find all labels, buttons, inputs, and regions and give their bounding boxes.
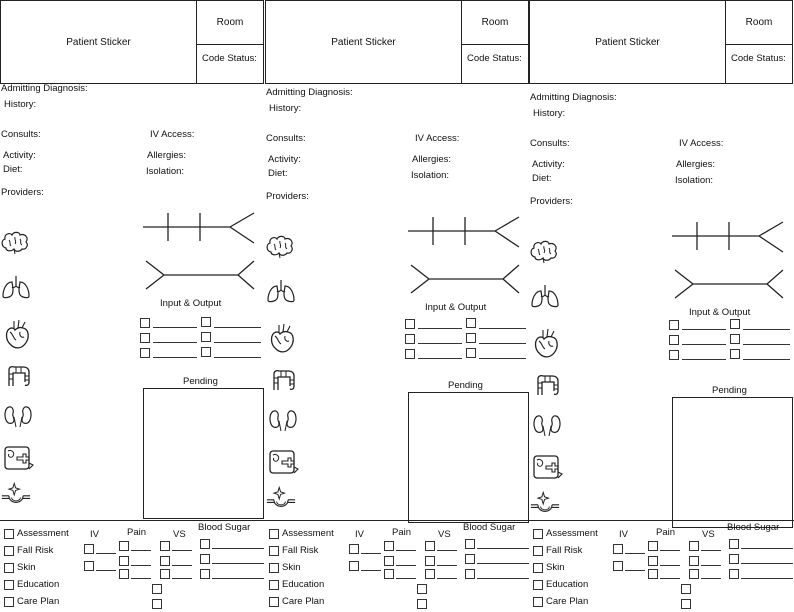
intake-entry-line[interactable]: [153, 342, 197, 343]
iv-entry-line[interactable]: [361, 570, 381, 571]
pending-box[interactable]: [408, 392, 529, 523]
checklist-label: Assessment: [17, 528, 69, 539]
vs-header: VS: [438, 529, 451, 540]
io-title: Input & Output: [689, 307, 751, 318]
heart-icon: [532, 327, 562, 359]
patient-sticker-box: [0, 0, 197, 84]
iv-access-label: IV Access:: [415, 133, 460, 144]
iv-access-label: IV Access:: [150, 129, 195, 140]
pain-checkbox[interactable]: [648, 569, 658, 579]
iv-header: IV: [355, 529, 364, 540]
pain-checkbox[interactable]: [119, 556, 129, 566]
pending-title: Pending: [183, 376, 218, 387]
history-label: History:: [4, 99, 37, 110]
checklist-checkbox[interactable]: [269, 563, 279, 573]
kidneys-icon: [532, 412, 562, 438]
checklist-checkbox[interactable]: [269, 597, 279, 607]
room-label: Room: [216, 17, 244, 28]
intestines-icon: [3, 364, 33, 390]
output-checkbox[interactable]: [730, 334, 740, 344]
vs-extra-checkbox[interactable]: [417, 584, 427, 594]
blood-sugar-checkbox[interactable]: [465, 569, 475, 579]
pain-checkbox[interactable]: [648, 556, 658, 566]
iv-entry-line[interactable]: [625, 553, 645, 554]
vs-entry-line[interactable]: [172, 565, 192, 566]
intake-entry-line[interactable]: [418, 343, 462, 344]
lungs-icon: [530, 283, 560, 309]
heart-icon: [3, 318, 33, 350]
blood-sugar-header: Blood Sugar: [198, 522, 251, 533]
isolation-label: Isolation:: [675, 175, 714, 186]
admitting-diagnosis-label: Admitting Diagnosis:: [266, 87, 353, 98]
intake-entry-line[interactable]: [418, 358, 462, 359]
output-entry-line[interactable]: [214, 342, 261, 343]
intake-checkbox[interactable]: [669, 335, 679, 345]
lungs-icon: [1, 274, 31, 300]
output-checkbox[interactable]: [466, 318, 476, 328]
pain-entry-line[interactable]: [396, 550, 416, 551]
iv-checkbox[interactable]: [84, 544, 94, 554]
allergies-label: Allergies:: [147, 150, 187, 161]
iv-entry-line[interactable]: [96, 553, 116, 554]
pending-title: Pending: [712, 385, 747, 396]
pending-box[interactable]: [143, 388, 264, 519]
activity-label: Activity:: [532, 159, 565, 170]
checklist-checkbox[interactable]: [4, 563, 14, 573]
kidneys-icon: [268, 407, 298, 433]
output-entry-line[interactable]: [743, 344, 790, 345]
pain-checkbox[interactable]: [384, 569, 394, 579]
checklist-checkbox[interactable]: [4, 580, 14, 590]
iv-entry-line[interactable]: [361, 553, 381, 554]
history-label: History:: [269, 103, 302, 114]
checklist-label: Care Plan: [17, 596, 60, 607]
room-label: Room: [481, 17, 509, 28]
output-entry-line[interactable]: [214, 327, 261, 328]
consults-label: Consults:: [266, 133, 306, 144]
blood-sugar-checkbox[interactable]: [200, 539, 210, 549]
pain-entry-line[interactable]: [396, 578, 416, 579]
pain-entry-line[interactable]: [660, 550, 680, 551]
output-checkbox[interactable]: [730, 349, 740, 359]
vs-checkbox[interactable]: [689, 569, 699, 579]
lab-fishbone-diagram: [405, 209, 529, 253]
patient-sticker-label: Patient Sticker: [331, 36, 396, 48]
pain-checkbox[interactable]: [648, 541, 658, 551]
iv-checkbox[interactable]: [349, 561, 359, 571]
output-entry-line[interactable]: [479, 358, 526, 359]
checklist-label: Assessment: [546, 528, 598, 539]
lab-fishbone-diagram: [140, 205, 264, 249]
code-status-label: Code Status:: [202, 53, 257, 64]
output-entry-line[interactable]: [743, 329, 790, 330]
output-checkbox[interactable]: [201, 332, 211, 342]
io-title: Input & Output: [425, 302, 487, 313]
consults-label: Consults:: [530, 138, 570, 149]
output-checkbox[interactable]: [466, 333, 476, 343]
vs-entry-line[interactable]: [437, 550, 457, 551]
vs-entry-line[interactable]: [437, 578, 457, 579]
skin-icon: [530, 489, 560, 517]
pain-checkbox[interactable]: [384, 541, 394, 551]
providers-label: Providers:: [1, 187, 44, 198]
code-status-box: [725, 44, 793, 84]
output-checkbox[interactable]: [201, 317, 211, 327]
vs-entry-line[interactable]: [172, 550, 192, 551]
blood-sugar-checkbox[interactable]: [729, 554, 739, 564]
blood-sugar-entry-line[interactable]: [477, 548, 529, 549]
iv-checkbox[interactable]: [613, 561, 623, 571]
blood-sugar-entry-line[interactable]: [477, 563, 529, 564]
diet-label: Diet:: [3, 164, 23, 175]
vs-entry-line[interactable]: [701, 578, 721, 579]
checklist-label: Skin: [282, 562, 301, 573]
blood-sugar-checkbox[interactable]: [729, 539, 739, 549]
output-checkbox[interactable]: [201, 347, 211, 357]
intake-checkbox[interactable]: [669, 320, 679, 330]
vs-extra-checkbox[interactable]: [681, 584, 691, 594]
blood-sugar-entry-line[interactable]: [741, 548, 793, 549]
vs-entry-line[interactable]: [701, 565, 721, 566]
activity-label: Activity:: [268, 154, 301, 165]
heart-icon: [268, 322, 298, 354]
vs-checkbox[interactable]: [160, 556, 170, 566]
vs-checkbox[interactable]: [425, 541, 435, 551]
checklist-checkbox[interactable]: [269, 546, 279, 556]
pain-entry-line[interactable]: [131, 578, 151, 579]
bandage-icon: [268, 447, 298, 477]
room-label: Room: [745, 17, 773, 28]
checklist-checkbox[interactable]: [269, 580, 279, 590]
checklist-label: Education: [282, 579, 325, 590]
intestines-icon: [532, 373, 562, 399]
pain-entry-line[interactable]: [131, 565, 151, 566]
vs-extra-checkbox[interactable]: [417, 599, 427, 609]
blood-sugar-checkbox[interactable]: [465, 554, 475, 564]
checklist-label: Assessment: [282, 528, 334, 539]
iv-header: IV: [90, 529, 99, 540]
pain-header: Pain: [392, 527, 412, 538]
checklist-label: Care Plan: [282, 596, 325, 607]
intake-entry-line[interactable]: [153, 357, 197, 358]
blood-sugar-checkbox[interactable]: [200, 554, 210, 564]
isolation-label: Isolation:: [146, 166, 185, 177]
vs-extra-checkbox[interactable]: [152, 599, 162, 609]
checklist-checkbox[interactable]: [269, 529, 279, 539]
output-checkbox[interactable]: [730, 319, 740, 329]
pain-entry-line[interactable]: [131, 550, 151, 551]
patient-sticker-label: Patient Sticker: [595, 36, 660, 48]
vs-extra-checkbox[interactable]: [152, 584, 162, 594]
intake-entry-line[interactable]: [682, 329, 726, 330]
code-status-label: Code Status:: [731, 53, 786, 64]
intake-checkbox[interactable]: [669, 350, 679, 360]
vs-header: VS: [173, 529, 186, 540]
vs-checkbox[interactable]: [160, 569, 170, 579]
allergies-label: Allergies:: [676, 159, 716, 170]
diet-label: Diet:: [268, 168, 288, 179]
intestines-icon: [268, 368, 298, 394]
blood-sugar-entry-line[interactable]: [212, 548, 264, 549]
intake-entry-line[interactable]: [682, 344, 726, 345]
intake-checkbox[interactable]: [140, 348, 150, 358]
vs-checkbox[interactable]: [425, 569, 435, 579]
blood-sugar-header: Blood Sugar: [727, 522, 780, 533]
code-status-box: [196, 44, 264, 84]
blood-sugar-entry-line[interactable]: [212, 563, 264, 564]
blood-sugar-entry-line[interactable]: [477, 578, 529, 579]
patient-sticker-box: [265, 0, 462, 84]
room-box: [725, 0, 793, 45]
footer-divider: [0, 520, 794, 521]
room-box: [196, 0, 264, 45]
iv-checkbox[interactable]: [84, 561, 94, 571]
code-status-box: [461, 44, 529, 84]
pain-checkbox[interactable]: [119, 541, 129, 551]
iv-entry-line[interactable]: [625, 570, 645, 571]
checklist-label: Fall Risk: [282, 545, 319, 556]
blood-sugar-checkbox[interactable]: [200, 569, 210, 579]
intake-checkbox[interactable]: [140, 333, 150, 343]
intake-checkbox[interactable]: [405, 334, 415, 344]
iv-checkbox[interactable]: [349, 544, 359, 554]
checklist-checkbox[interactable]: [533, 563, 543, 573]
iv-header: IV: [619, 529, 628, 540]
output-entry-line[interactable]: [743, 359, 790, 360]
admitting-diagnosis-label: Admitting Diagnosis:: [1, 83, 88, 94]
vs-extra-checkbox[interactable]: [681, 599, 691, 609]
intake-entry-line[interactable]: [682, 359, 726, 360]
output-entry-line[interactable]: [479, 328, 526, 329]
checklist-label: Care Plan: [546, 596, 589, 607]
pain-checkbox[interactable]: [384, 556, 394, 566]
intake-entry-line[interactable]: [418, 328, 462, 329]
intake-checkbox[interactable]: [140, 318, 150, 328]
bandage-icon: [3, 443, 33, 473]
blood-sugar-entry-line[interactable]: [741, 563, 793, 564]
checklist-checkbox[interactable]: [4, 597, 14, 607]
checklist-label: Skin: [17, 562, 36, 573]
kidneys-icon: [3, 403, 33, 429]
checklist-label: Fall Risk: [17, 545, 54, 556]
checklist-checkbox[interactable]: [533, 529, 543, 539]
providers-label: Providers:: [530, 196, 573, 207]
intake-checkbox[interactable]: [405, 349, 415, 359]
vs-entry-line[interactable]: [172, 578, 192, 579]
intake-entry-line[interactable]: [153, 327, 197, 328]
output-entry-line[interactable]: [214, 357, 261, 358]
pending-box[interactable]: [672, 397, 793, 528]
brain-icon: [0, 230, 30, 256]
pain-checkbox[interactable]: [119, 569, 129, 579]
diet-label: Diet:: [532, 173, 552, 184]
checklist-label: Skin: [546, 562, 565, 573]
blood-sugar-entry-line[interactable]: [741, 578, 793, 579]
checklist-checkbox[interactable]: [4, 529, 14, 539]
brain-icon: [529, 239, 559, 265]
activity-label: Activity:: [3, 150, 36, 161]
providers-label: Providers:: [266, 191, 309, 202]
brain-icon: [265, 234, 295, 260]
vs-checkbox[interactable]: [689, 541, 699, 551]
vs-checkbox[interactable]: [160, 541, 170, 551]
checklist-label: Education: [546, 579, 589, 590]
allergies-label: Allergies:: [412, 154, 452, 165]
vs-entry-line[interactable]: [701, 550, 721, 551]
blood-sugar-checkbox[interactable]: [465, 539, 475, 549]
iv-checkbox[interactable]: [613, 544, 623, 554]
electrolyte-fishbone-diagram: [405, 261, 529, 297]
pending-title: Pending: [448, 380, 483, 391]
vs-checkbox[interactable]: [689, 556, 699, 566]
iv-entry-line[interactable]: [96, 570, 116, 571]
lungs-icon: [266, 278, 296, 304]
output-entry-line[interactable]: [479, 343, 526, 344]
pain-entry-line[interactable]: [396, 565, 416, 566]
pain-header: Pain: [656, 527, 676, 538]
isolation-label: Isolation:: [411, 170, 450, 181]
output-checkbox[interactable]: [466, 348, 476, 358]
lab-fishbone-diagram: [669, 214, 793, 258]
blood-sugar-checkbox[interactable]: [729, 569, 739, 579]
patient-sticker-label: Patient Sticker: [66, 36, 131, 48]
checklist-label: Fall Risk: [546, 545, 583, 556]
checklist-checkbox[interactable]: [533, 580, 543, 590]
blood-sugar-header: Blood Sugar: [463, 522, 516, 533]
blood-sugar-entry-line[interactable]: [212, 578, 264, 579]
admitting-diagnosis-label: Admitting Diagnosis:: [530, 92, 617, 103]
intake-checkbox[interactable]: [405, 319, 415, 329]
skin-icon: [266, 484, 296, 512]
vs-header: VS: [702, 529, 715, 540]
checklist-checkbox[interactable]: [533, 546, 543, 556]
vs-entry-line[interactable]: [437, 565, 457, 566]
bandage-icon: [532, 452, 562, 482]
electrolyte-fishbone-diagram: [669, 266, 793, 302]
vs-checkbox[interactable]: [425, 556, 435, 566]
patient-sticker-box: [529, 0, 726, 84]
history-label: History:: [533, 108, 566, 119]
checklist-label: Education: [17, 579, 60, 590]
consults-label: Consults:: [1, 129, 41, 140]
skin-icon: [1, 480, 31, 508]
pain-entry-line[interactable]: [660, 565, 680, 566]
iv-access-label: IV Access:: [679, 138, 724, 149]
checklist-checkbox[interactable]: [4, 546, 14, 556]
checklist-checkbox[interactable]: [533, 597, 543, 607]
pain-header: Pain: [127, 527, 147, 538]
electrolyte-fishbone-diagram: [140, 257, 264, 293]
io-title: Input & Output: [160, 298, 222, 309]
code-status-label: Code Status:: [467, 53, 522, 64]
pain-entry-line[interactable]: [660, 578, 680, 579]
room-box: [461, 0, 529, 45]
